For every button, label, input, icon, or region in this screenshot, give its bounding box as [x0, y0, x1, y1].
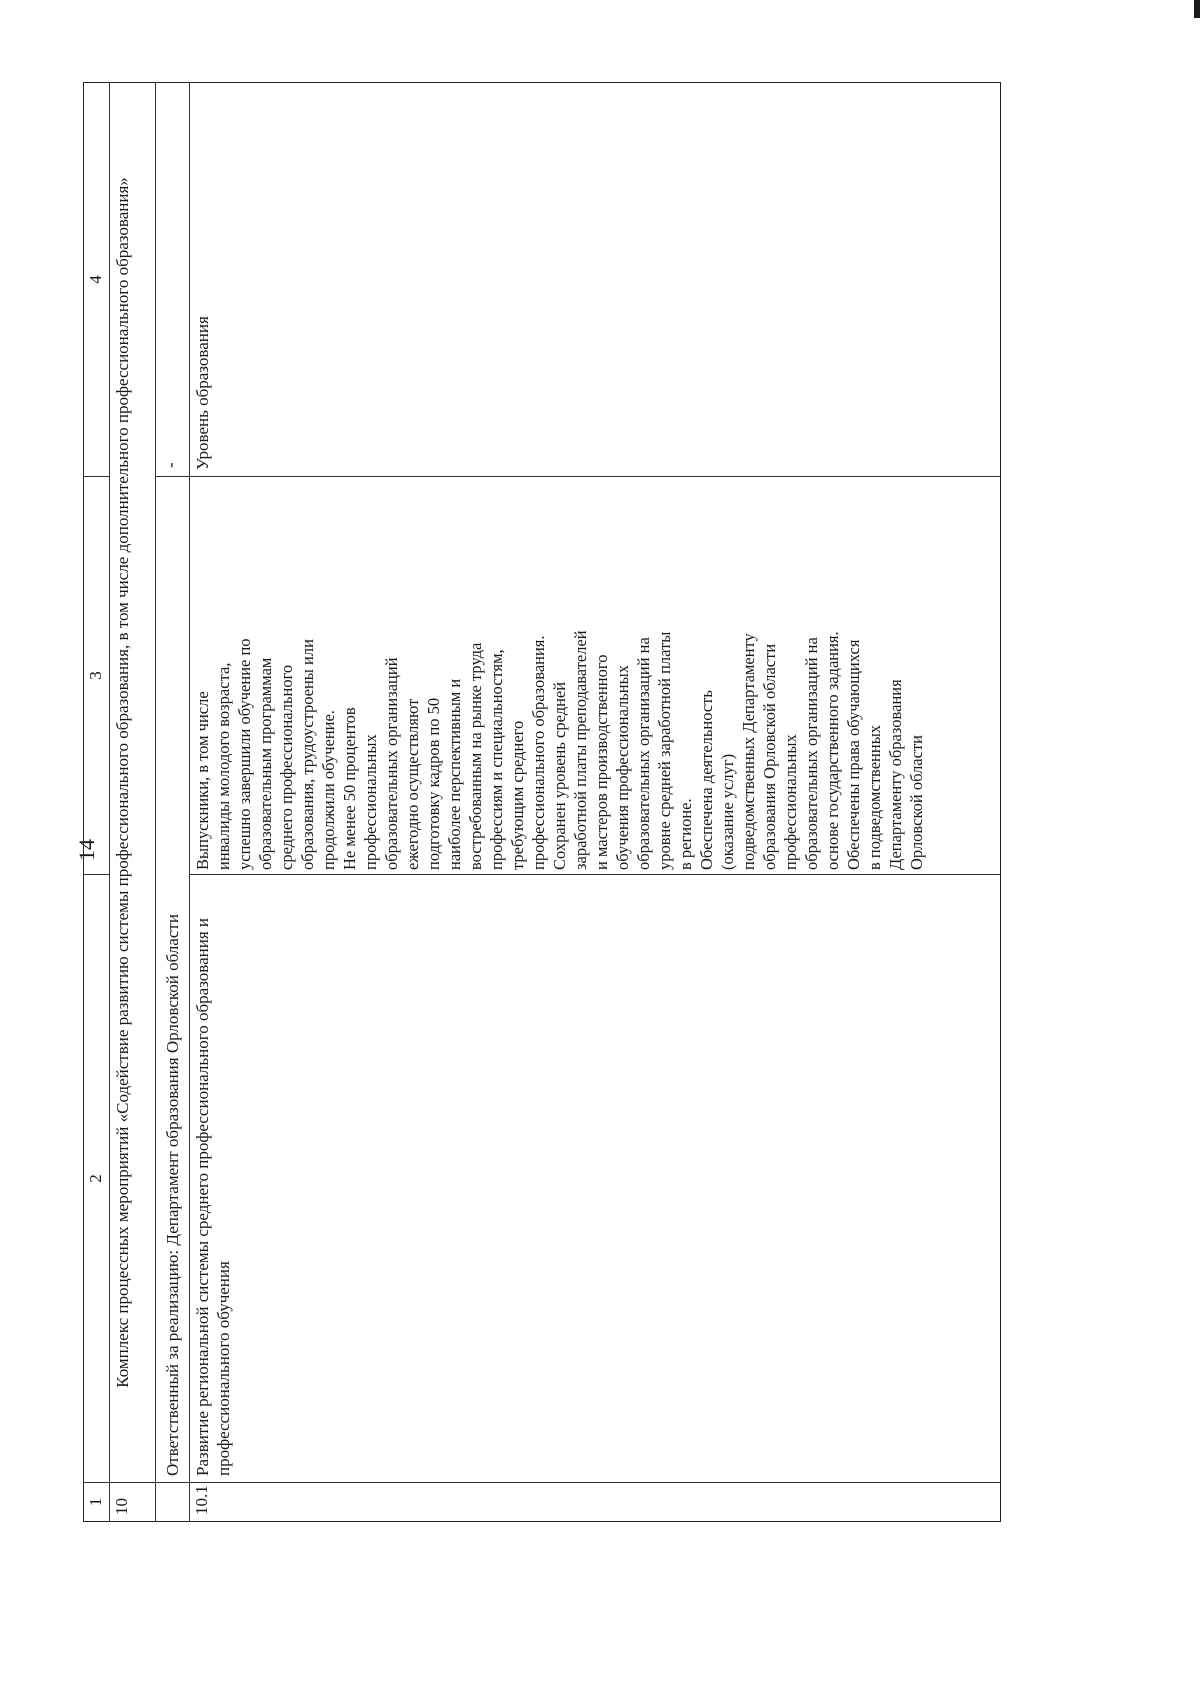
table-row	[190, 83, 1000, 1521]
row-result: Выпускники, в том числе инвалиды молодого возраста, успешно завершили обучение по образовательным программам среднего профессионального образования, трудоустроены или продолжили обучение. Не менее 50 процентов профессиональных образовательных организаций ежегодно осуществляют подготовку кадров по 50 наиболее перспективным и востребованным на рынке труда профессиям и специальностям, требующим среднего профессионального образования. Сохранен уровень средней заработной платы преподавателей и мастеров производственного обучения профессиональных образовательных организаций на уровне средней заработной платы в регионе. Обеспечена деятельность (оказание услуг) подведомственных Департаменту образования Орловской области профессиональных образовательных организаций на основе государственного задания. Обеспечены права обучающихся в подведомственных Департаменту образования Орловской области	[193, 630, 926, 870]
measures-table	[83, 82, 1001, 1522]
scan-edge-mark	[1194, 0, 1200, 18]
section-row	[110, 83, 156, 1521]
row-indicator-cell	[190, 83, 1000, 477]
responsible-text: Ответственный за реализацию: Департамент образования Орловской области	[163, 914, 182, 1476]
header-col-3: 3	[84, 477, 109, 875]
page-number: 14	[74, 839, 99, 861]
row-task: Развитие региональной системы среднего профессионального образования и профессионального обучения	[193, 917, 233, 1476]
table-header-row	[84, 83, 110, 1521]
row-task-cell	[190, 875, 1000, 1483]
responsible-col3-cell	[156, 83, 189, 477]
row-result-cell	[190, 477, 1000, 875]
section-title: Комплекс процессных мероприятий «Содействие развитию системы профессионального образования, в том числе дополнительного профессионального образования»	[113, 177, 132, 1388]
header-col-1: 1	[86, 1497, 105, 1507]
responsible-num-cell	[156, 1483, 189, 1521]
responsible-col3-value: -	[161, 462, 180, 468]
section-number: 10	[112, 1498, 131, 1515]
responsible-row	[156, 83, 190, 1521]
responsible-text-cell	[156, 477, 189, 1483]
section-title-cell	[110, 83, 155, 1483]
row-number: 10.1	[192, 1485, 211, 1515]
header-col-2: 2	[84, 875, 109, 1483]
header-col-4: 4	[84, 83, 109, 477]
row-indicator: Уровень образования	[193, 316, 212, 470]
